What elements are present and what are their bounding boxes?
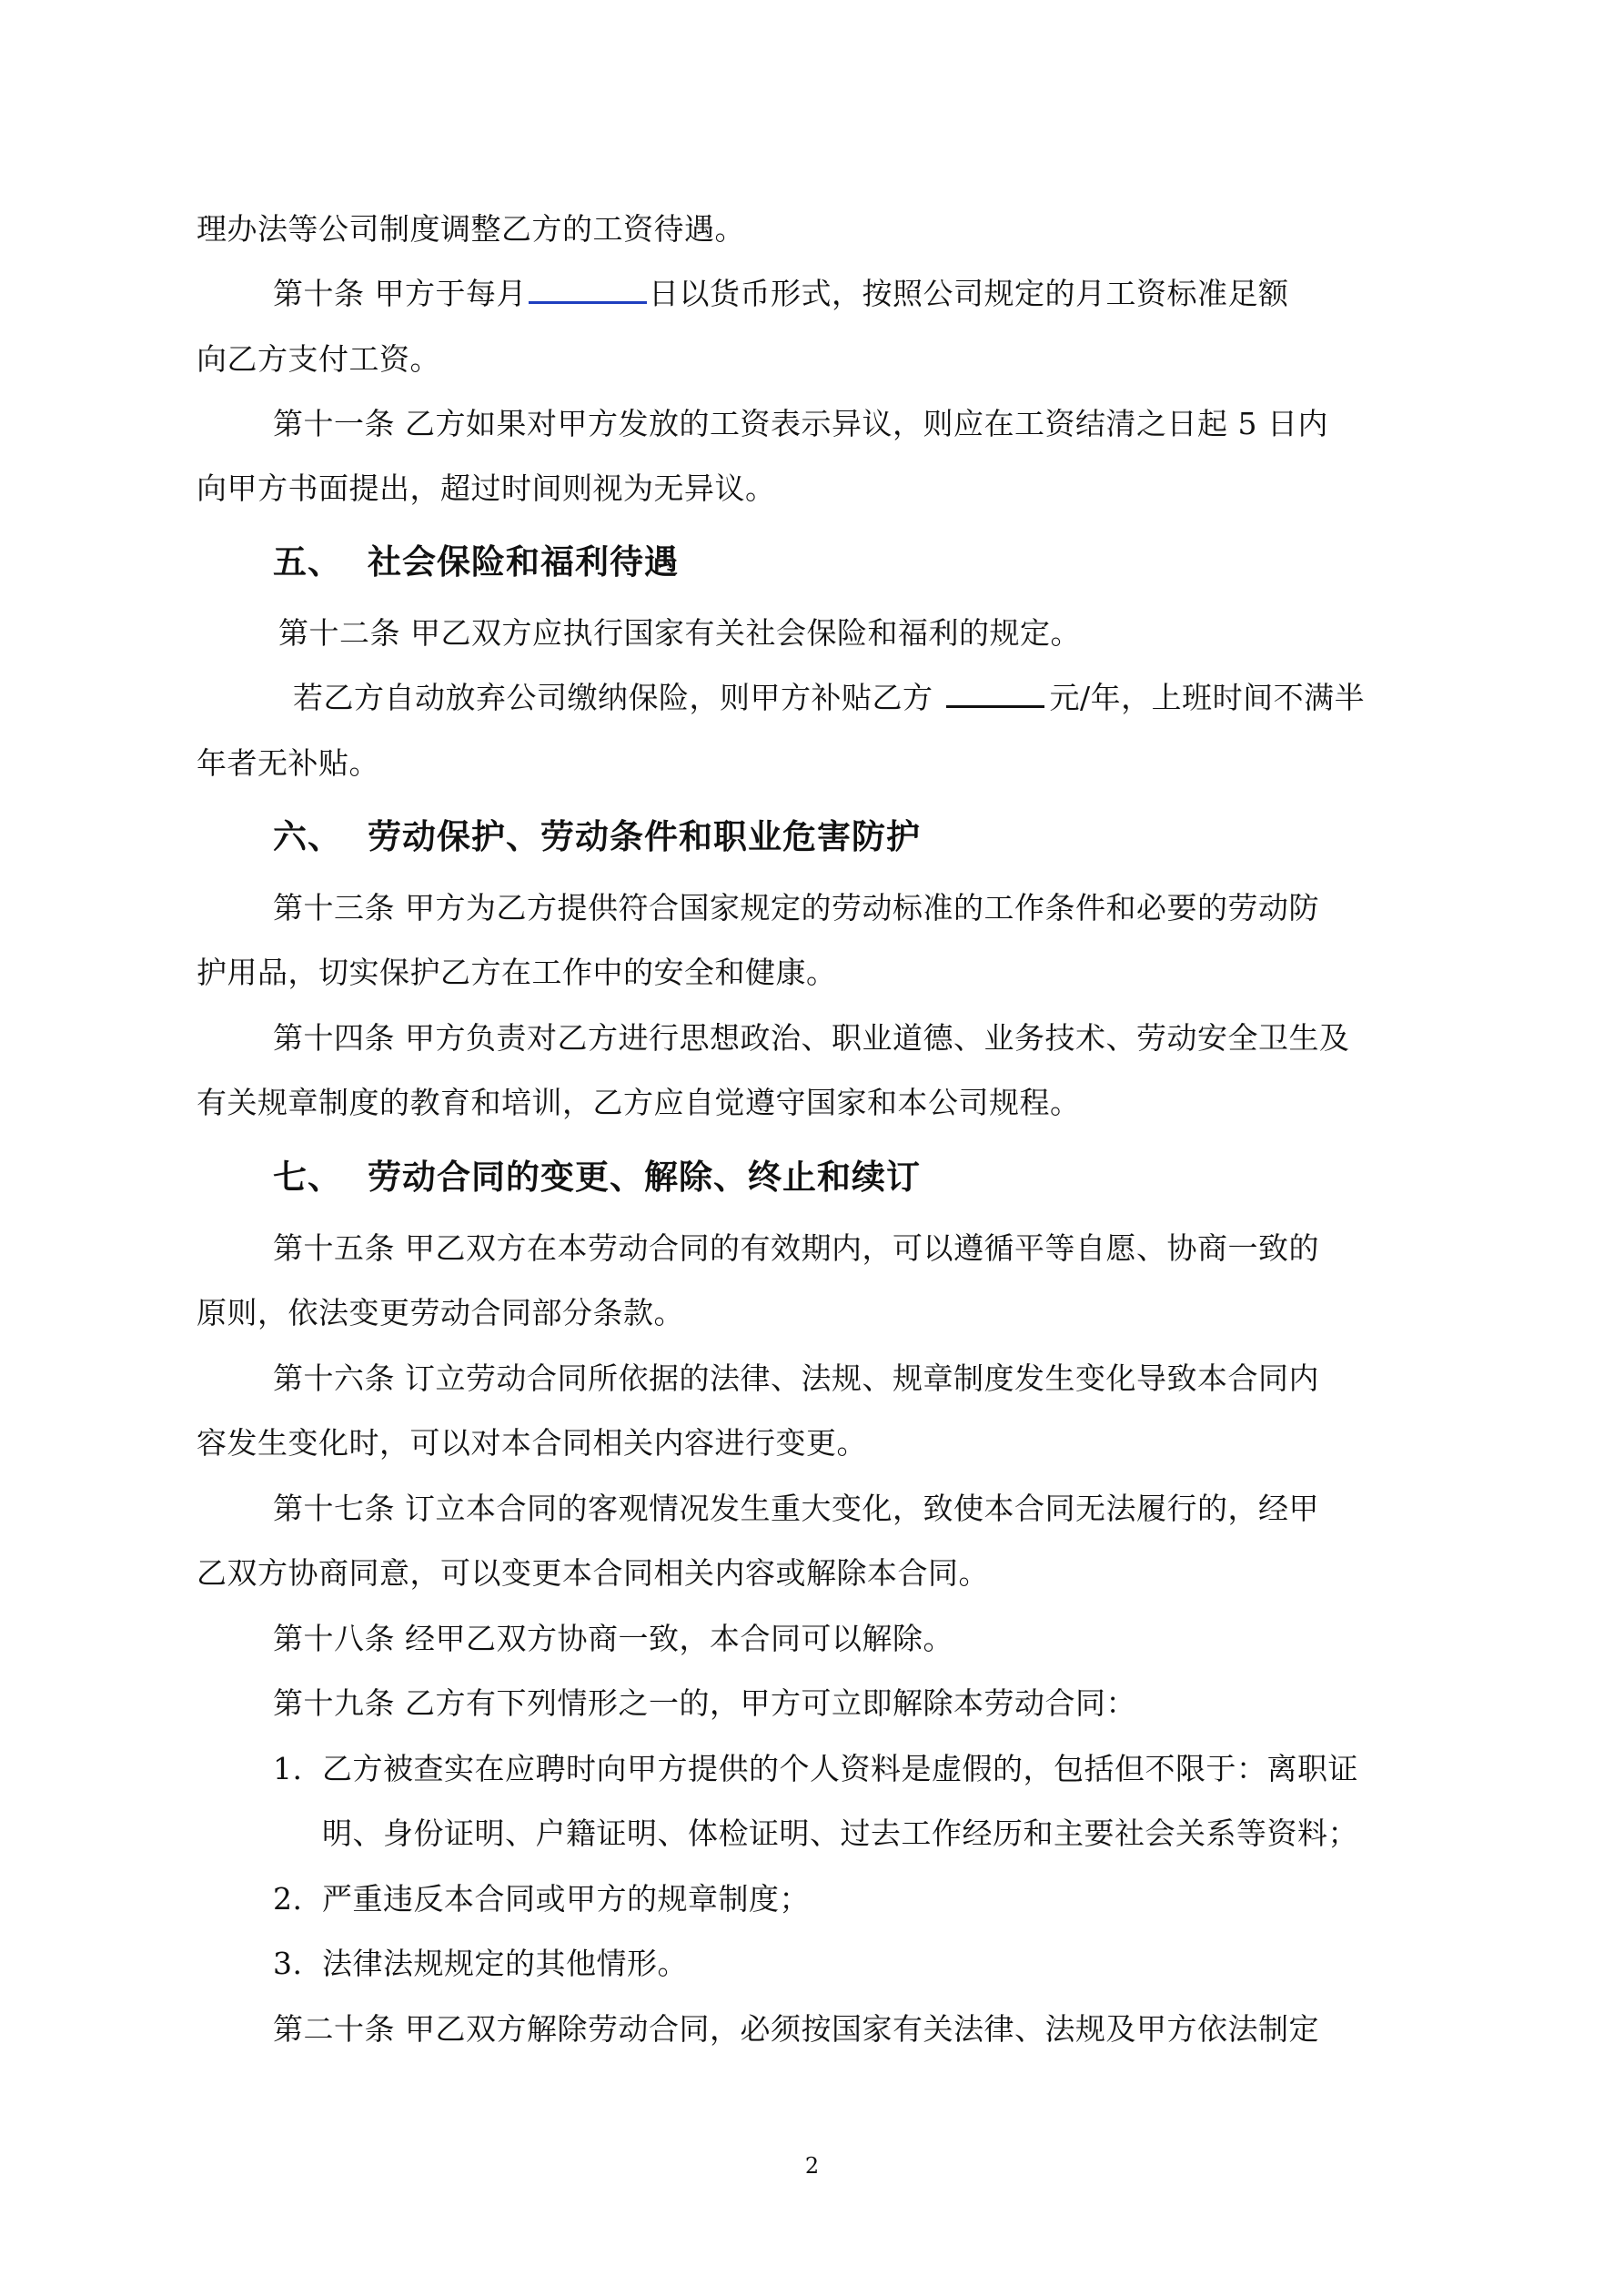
text-span: 乙双方协商同意，可以变更本合同相关内容或解除本合同。 (197, 1555, 989, 1591)
section-heading-5 (273, 541, 679, 584)
article-14-line-2 (197, 1083, 1081, 1123)
text-span: 年者无补贴。 (197, 745, 379, 781)
text-span: 第十五条 甲乙双方在本劳动合同的有效期内，可以遵循平等自愿、协商一致的 (273, 1230, 1319, 1266)
text-span: 乙方被查实在应聘时向甲方提供的个人资料是虚假的，包括但不限于：离职证 (322, 1751, 1358, 1786)
text-span: 第十三条 甲方为乙方提供符合国家规定的劳动标准的工作条件和必要的劳动防 (273, 890, 1319, 925)
text-span: 第十六条 订立劳动合同所依据的法律、法规、规章制度发生变化导致本合同内 (273, 1360, 1319, 1396)
subsidy-amount-blank-field[interactable] (946, 678, 1044, 708)
text-span: 第十八条 经甲乙双方协商一致，本合同可以解除。 (273, 1621, 953, 1656)
article-17-line-2 (197, 1553, 989, 1593)
text-span: 法律法规规定的其他情形。 (322, 1946, 688, 1981)
article-18-line (273, 1619, 953, 1659)
article-14-line-1 (273, 1018, 1350, 1058)
article-17-line-1 (273, 1489, 1319, 1529)
article-20-line (273, 2009, 1319, 2049)
text-span: 第十条 甲方于每月 (273, 276, 527, 311)
text-span: 第十四条 甲方负责对乙方进行思想政治、职业道德、业务技术、劳动安全卫生及 (273, 1020, 1350, 1056)
insurance-subsidy-line-2 (197, 743, 379, 784)
text-span: 向甲方书面提出，超过时间则视为无异议。 (197, 470, 776, 506)
article-19-line (273, 1684, 1136, 1724)
list-item-1-line-2 (322, 1814, 1358, 1854)
text-span: 第二十条 甲乙双方解除劳动合同，必须按国家有关法律、法规及甲方依法制定 (273, 2011, 1319, 2047)
article-11-line-1 (273, 404, 1328, 444)
text-span: 第十二条 甲乙双方应执行国家有关社会保险和福利的规定。 (278, 615, 1081, 651)
text-span: 原则，依法变更劳动合同部分条款。 (197, 1295, 684, 1330)
text-span: 日以货币形式，按照公司规定的月工资标准足额 (649, 276, 1289, 311)
section-title: 劳动合同的变更、解除、终止和续订 (368, 1158, 921, 1197)
text-span: 有关规章制度的教育和培训，乙方应自觉遵守国家和本公司规程。 (197, 1085, 1081, 1120)
text-span: 第十九条 乙方有下列情形之一的，甲方可立即解除本劳动合同： (273, 1685, 1136, 1721)
list-item-3 (273, 1944, 688, 1984)
article-10-line-2 (197, 339, 440, 379)
text-span: 元/年，上班时间不满半 (1049, 680, 1366, 715)
list-number: 2. (273, 1881, 303, 1917)
section-number: 六、 (273, 817, 342, 856)
article-12-line (278, 613, 1081, 653)
article-13-line-1 (273, 888, 1319, 928)
article-16-line-2 (197, 1423, 867, 1463)
text-span: 护用品，切实保护乙方在工作中的安全和健康。 (197, 955, 837, 990)
page-number: 2 (804, 2153, 820, 2179)
list-number: 1. (273, 1751, 303, 1786)
list-item-2 (273, 1879, 810, 1919)
section-number: 七、 (273, 1158, 342, 1197)
section-title: 劳动保护、劳动条件和职业危害防护 (368, 817, 921, 856)
insurance-subsidy-line-1 (293, 678, 1365, 718)
text-span: 向乙方支付工资。 (197, 341, 440, 377)
text-span: 理办法等公司制度调整乙方的工资待遇。 (197, 211, 745, 247)
payday-blank-field[interactable] (529, 274, 647, 304)
text-line (197, 209, 745, 249)
section-heading-6 (273, 815, 921, 859)
article-13-line-2 (197, 953, 837, 993)
article-11-line-2 (197, 469, 776, 509)
section-heading-7 (273, 1156, 921, 1199)
article-15-line-2 (197, 1293, 684, 1333)
section-title: 社会保险和福利待遇 (368, 542, 679, 582)
text-span: 容发生变化时，可以对本合同相关内容进行变更。 (197, 1425, 867, 1461)
text-span: 第十七条 订立本合同的客观情况发生重大变化，致使本合同无法履行的，经甲 (273, 1491, 1319, 1526)
text-span: 严重违反本合同或甲方的规章制度； (322, 1881, 810, 1917)
list-item-1-line-1 (273, 1749, 1358, 1789)
article-15-line-1 (273, 1229, 1319, 1269)
text-span: 若乙方自动放弃公司缴纳保险，则甲方补贴乙方 (293, 680, 933, 715)
article-10-line-1 (273, 274, 1289, 314)
list-number: 3. (273, 1946, 303, 1981)
text-span: 明、身份证明、户籍证明、体检证明、过去工作经历和主要社会关系等资料； (322, 1816, 1358, 1851)
article-16-line-1 (273, 1359, 1319, 1399)
section-number: 五、 (273, 542, 342, 582)
text-span: 第十一条 乙方如果对甲方发放的工资表示异议，则应在工资结清之日起 5 日内 (273, 406, 1328, 441)
